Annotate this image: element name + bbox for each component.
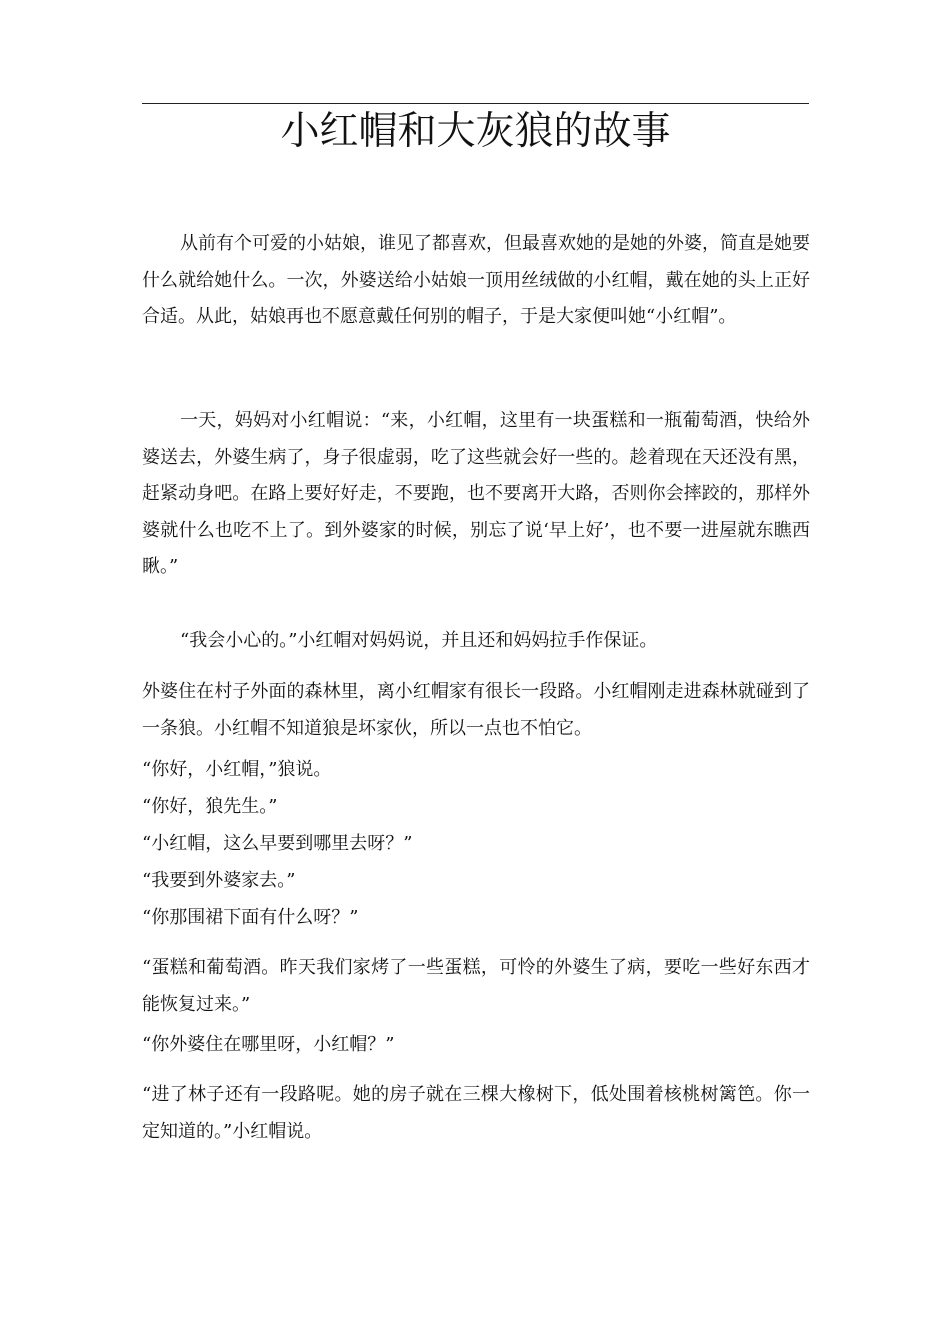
paragraph-11: “你外婆住在哪里呀，小红帽？”	[142, 1034, 395, 1055]
paragraph-8: “我要到外婆家去。”	[142, 870, 296, 891]
paragraph-6: “你好，狼先生。”	[142, 796, 278, 817]
paragraph-1: 从前有个可爱的小姑娘，谁见了都喜欢，但最喜欢她的是她的外婆，简直是她要什么就给她什么。一次，外婆送给小姑娘一顶用丝绒做的小红帽，戴在她的头上正好合适。从此，姑娘再也不愿意戴任何别的帽子，于是大家便叫她“小红帽”。	[142, 233, 810, 327]
paragraph-9: “你那围裙下面有什么呀？”	[142, 907, 359, 928]
paragraph-2: 一天，妈妈对小红帽说：“来，小红帽，这里有一块蛋糕和一瓶葡萄酒，快给外婆送去，外婆生病了，身子很虚弱，吃了这些就会好一些的。趁着现在天还没有黑，赶紧动身吧。在路上要好好走，不要跑，也不要离开大路，否则你会摔跤的，那样外婆就什么也吃不上了。到外婆家的时候，别忘了说‘早上好’，也不要一进屋就东瞧西瞅。”	[142, 410, 810, 577]
paragraph-7: “小红帽，这么早要到哪里去呀？”	[142, 833, 413, 854]
paragraph-12: “进了林子还有一段路呢。她的房子就在三棵大橡树下，低处围着核桃树篱笆。你一定知道的。”小红帽说。	[142, 1084, 810, 1142]
paragraph-10: “蛋糕和葡萄酒。昨天我们家烤了一些蛋糕，可怜的外婆生了病，要吃一些好东西才能恢复过来。”	[142, 957, 810, 1015]
paragraph-5: “你好，小红帽，”狼说。	[142, 759, 332, 780]
header-rule	[142, 103, 809, 104]
paragraph-4: 外婆住在村子外面的森林里，离小红帽家有很长一段路。小红帽刚走进森林就碰到了一条狼。小红帽不知道狼是坏家伙，所以一点也不怕它。	[142, 681, 810, 739]
document-title: 小红帽和大灰狼的故事	[280, 109, 671, 154]
paragraph-3: “我会小心的。”小红帽对妈妈说，并且还和妈妈拉手作保证。	[180, 630, 658, 651]
